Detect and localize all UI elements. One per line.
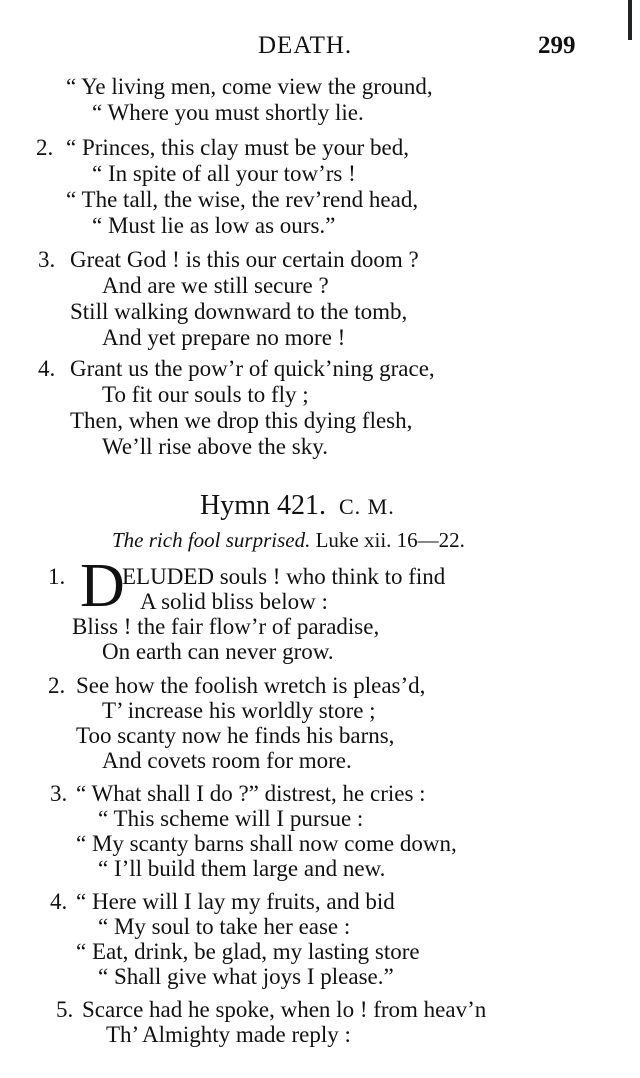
- verse-line: We’ll rise above the sky.: [102, 434, 328, 459]
- verse-line: “ I’ll build them large and new.: [98, 856, 386, 881]
- drop-cap: D: [80, 552, 125, 620]
- stanza-number: 2.: [36, 135, 54, 160]
- stanza-number: 3.: [50, 781, 68, 806]
- verse-line: “ Princes, this clay must be your bed,: [66, 135, 410, 160]
- verse-line: “ Ye living men, come view the ground,: [66, 74, 433, 99]
- verse-line: “ The tall, the wise, the rev’rend head,: [66, 187, 419, 212]
- hymn-number: Hymn 421.: [200, 490, 326, 521]
- scripture-reference: Luke xii. 16—22.: [315, 528, 465, 552]
- verse-line: Too scanty now he finds his barns,: [76, 723, 395, 748]
- hymn-theme: The rich fool surprised.: [112, 528, 311, 552]
- verse-line: Great God ! is this our certain doom ?: [70, 247, 419, 272]
- verse-line: Th’ Almighty made reply :: [106, 1022, 351, 1047]
- verse-line: ELUDED souls ! who think to find: [122, 564, 446, 589]
- hymn-subtitle: [112, 528, 465, 553]
- stanza-number: 4.: [50, 889, 68, 914]
- verse-line: Then, when we drop this dying flesh,: [70, 408, 413, 433]
- verse-line: “ My soul to take her ease :: [98, 914, 351, 939]
- page-header: [0, 28, 640, 68]
- verse-line: T’ increase his worldly store ;: [102, 698, 376, 723]
- verse-line: And are we still secure ?: [102, 273, 329, 298]
- verse-line: A solid bliss below :: [140, 589, 328, 614]
- stanza-number: 3.: [38, 247, 56, 272]
- verse-line: Grant us the pow’r of quick’ning grace,: [70, 356, 435, 381]
- verse-line: And yet prepare no more !: [102, 325, 346, 350]
- verse-line: “ This scheme will I pursue :: [98, 806, 364, 831]
- verse-line: “ Here will I lay my fruits, and bid: [76, 889, 395, 914]
- hymn-title: [200, 490, 395, 522]
- verse-line: “ Eat, drink, be glad, my lasting store: [76, 939, 420, 964]
- page-number: 299: [538, 32, 576, 59]
- hymn-meter: C. M.: [339, 494, 395, 519]
- verse-line: And covets room for more.: [102, 748, 352, 773]
- stanza-number: 5.: [56, 997, 74, 1022]
- verse-line: “ Where you must shortly lie.: [92, 100, 364, 125]
- verse-line: “ My scanty barns shall now come down,: [76, 831, 457, 856]
- stanza-number: 4.: [38, 356, 56, 381]
- verse-line: Still walking downward to the tomb,: [70, 299, 408, 324]
- verse-line: On earth can never grow.: [102, 639, 334, 664]
- verse-line: To fit our souls to fly ;: [102, 382, 309, 407]
- verse-line: “ What shall I do ?” distrest, he cries :: [76, 781, 426, 806]
- verse-line: See how the foolish wretch is pleas’d,: [76, 673, 426, 698]
- verse-line: “ Shall give what joys I please.”: [98, 964, 394, 989]
- stanza-number: 2.: [48, 673, 66, 698]
- verse-line: “ In spite of all your tow’rs !: [92, 161, 356, 186]
- running-head: DEATH.: [258, 32, 353, 59]
- verse-line: “ Must lie as low as ours.”: [92, 213, 336, 238]
- verse-line: Scarce had he spoke, when lo ! from heav’n: [82, 997, 487, 1022]
- stanza-number: 1.: [48, 564, 66, 589]
- verse-line: Bliss ! the fair flow’r of paradise,: [72, 614, 380, 639]
